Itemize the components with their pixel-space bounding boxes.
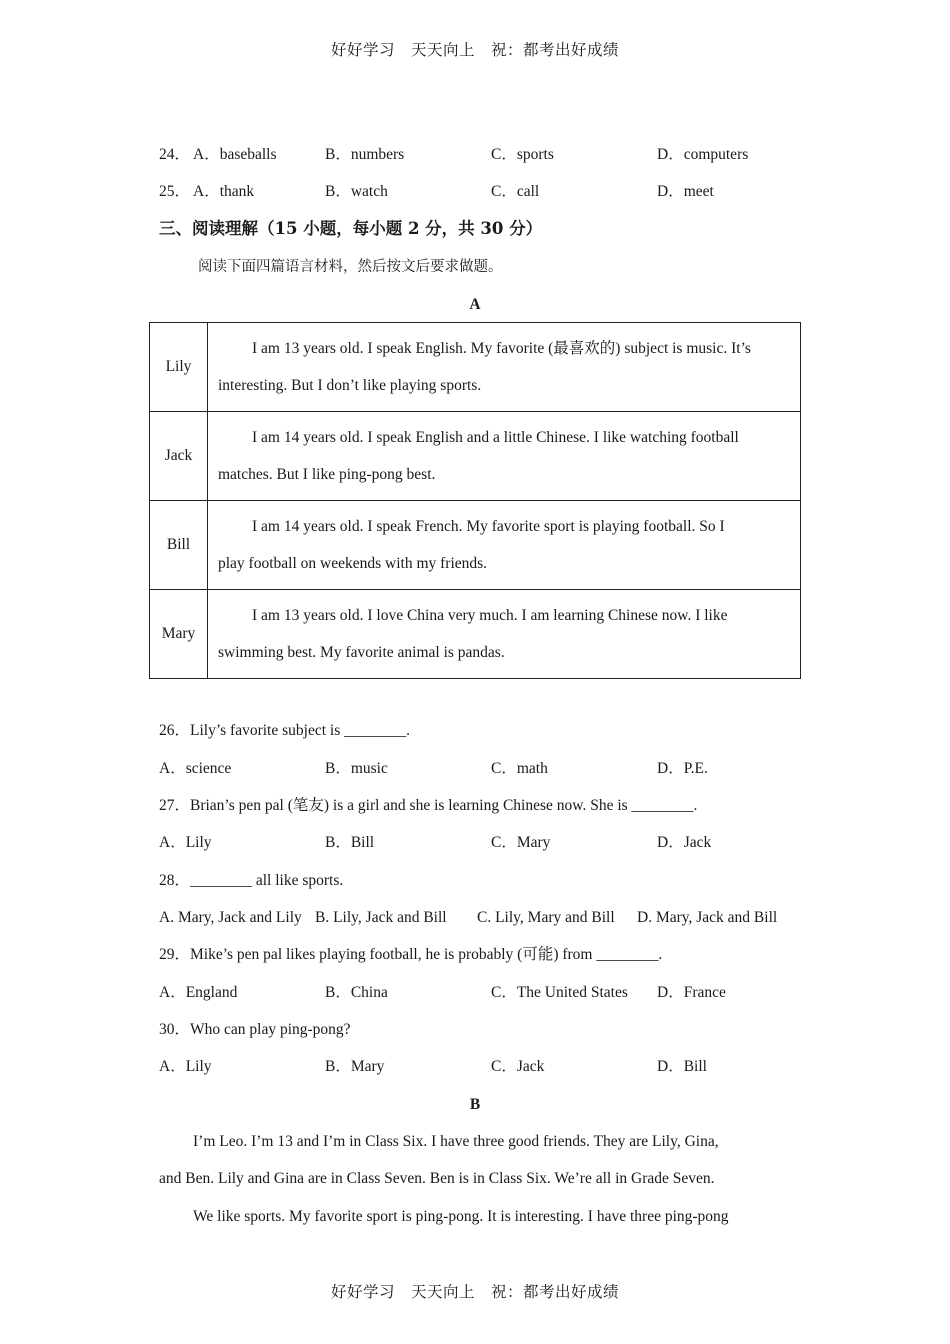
row-text: I am 13 years old. I speak English. My favorite (最喜欢的) subject is music. It’s interesting. But I don’t like playing sports. xyxy=(208,323,801,412)
q30-option-b: B．Mary xyxy=(325,1058,385,1075)
table-row xyxy=(150,590,801,679)
passage-a-label: A xyxy=(469,296,481,313)
section-instruction: 阅读下面四篇语言材料，然后按文后要求做题。 xyxy=(198,259,503,275)
table-row xyxy=(150,323,801,412)
q25-option-b: B．watch xyxy=(325,183,388,200)
q30-option-c: C．Jack xyxy=(491,1058,545,1075)
q29-option-c: C．The United States xyxy=(491,984,628,1001)
q27-option-d: D．Jack xyxy=(657,834,712,851)
q28-option-d: D. Mary, Jack and Bill xyxy=(637,909,778,926)
page-footer: 好好学习 天天向上 祝：都考出好成绩 xyxy=(330,1283,619,1301)
passage-b-label: B xyxy=(469,1096,481,1113)
q25-option-c: C．call xyxy=(491,183,540,200)
question-29-stem: 29．Mike’s pen pal likes playing football, he is probably (可能) from ________. xyxy=(159,946,663,963)
q24-option-a: A．baseballs xyxy=(193,146,277,163)
question-28-stem: 28．________ all like sports. xyxy=(159,872,344,889)
q25-option-a: A．thank xyxy=(193,183,255,200)
q25-option-d: D．meet xyxy=(657,183,714,200)
q27-option-c: C．Mary xyxy=(491,834,551,851)
q28-option-a: A. Mary, Jack and Lily xyxy=(159,909,302,926)
q26-option-b: B．music xyxy=(325,760,388,777)
row-name: Mary xyxy=(150,590,208,679)
row-name: Bill xyxy=(150,501,208,590)
q24-number: 24． xyxy=(159,146,191,163)
passage-b-p1-line1: I’m Leo. I’m 13 and I’m in Class Six. I have three good friends. They are Lily, Gina, xyxy=(193,1133,719,1150)
q28-option-c: C. Lily, Mary and Bill xyxy=(477,909,615,926)
q27-option-b: B．Bill xyxy=(325,834,375,851)
passage-b-p1-line2: and Ben. Lily and Gina are in Class Seven. Ben is in Class Six. We’re all in Grade Seven. xyxy=(159,1170,715,1187)
q29-option-a: A．England xyxy=(159,984,238,1001)
section-title: 三、阅读理解（15 小题，每小题 2 分，共 30 分） xyxy=(159,219,543,238)
row-text: I am 13 years old. I love China very much. I am learning Chinese now. I like swimming best. My favorite animal is pandas. xyxy=(208,590,801,679)
question-30-stem: 30．Who can play ping-pong? xyxy=(159,1021,351,1038)
q26-option-a: A．science xyxy=(159,760,232,777)
passage-b-p2-line1: We like sports. My favorite sport is ping-pong. It is interesting. I have three ping-pong xyxy=(193,1208,729,1225)
q27-option-a: A．Lily xyxy=(159,834,212,851)
q28-option-b: B. Lily, Jack and Bill xyxy=(315,909,447,926)
q29-option-b: B．China xyxy=(325,984,388,1001)
table-row xyxy=(150,412,801,501)
q24-option-c: C．sports xyxy=(491,146,554,163)
q30-option-d: D．Bill xyxy=(657,1058,707,1075)
row-text: I am 14 years old. I speak French. My favorite sport is playing football. So I play football on weekends with my friends. xyxy=(208,501,801,590)
question-26-stem: 26．Lily’s favorite subject is ________. xyxy=(159,722,410,739)
q26-option-d: D．P.E. xyxy=(657,760,708,777)
row-name: Lily xyxy=(150,323,208,412)
question-27-stem: 27．Brian’s pen pal (笔友) is a girl and she is learning Chinese now. She is ________. xyxy=(159,797,698,814)
q29-option-d: D．France xyxy=(657,984,726,1001)
row-text: I am 14 years old. I speak English and a little Chinese. I like watching football matches. But I like ping-pong best. xyxy=(208,412,801,501)
row-name: Jack xyxy=(150,412,208,501)
q25-number: 25． xyxy=(159,183,191,200)
q24-option-b: B．numbers xyxy=(325,146,405,163)
q24-option-d: D．computers xyxy=(657,146,749,163)
q30-option-a: A．Lily xyxy=(159,1058,212,1075)
q26-option-c: C．math xyxy=(491,760,548,777)
passage-a-table xyxy=(149,322,801,679)
page-header: 好好学习 天天向上 祝：都考出好成绩 xyxy=(330,41,619,59)
table-row xyxy=(150,501,801,590)
